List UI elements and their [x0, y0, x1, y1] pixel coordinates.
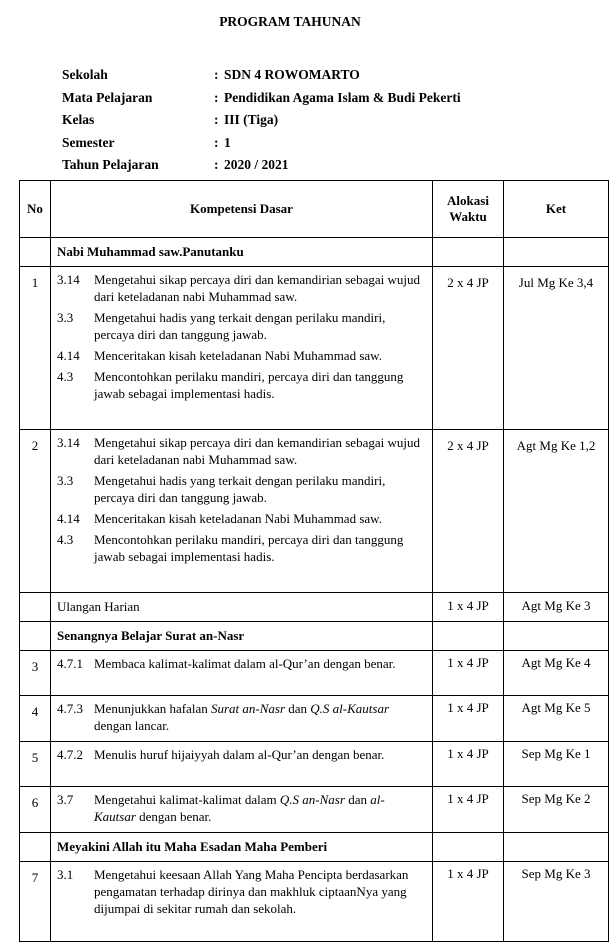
table-row: [20, 430, 609, 593]
competency-item: [57, 472, 426, 506]
competency-item: [57, 347, 426, 364]
ket-value: Sep Mg Ke 3: [504, 862, 609, 942]
competency-item: [57, 655, 426, 672]
kd-text: Mengetahui sikap percaya diri dan kemandirian sebagai wujud dari keteladanan nabi Muhammad saw.: [94, 435, 420, 467]
kd-text: Mengetahui hadis yang terkait dengan perilaku mandiri, percaya diri dan tanggung jawab.: [94, 473, 386, 505]
alokasi-value: 2 x 4 JP: [433, 430, 504, 593]
competency-item: [57, 309, 426, 343]
meta-value: Pendidikan Agama Islam & Budi Pekerti: [224, 89, 461, 105]
competency-item: [57, 510, 426, 527]
ulangan-row: [20, 593, 609, 622]
section-row: [20, 238, 609, 267]
identity-block: [62, 66, 461, 179]
ket-value: Agt Mg Ke 3: [504, 593, 609, 622]
row-no: 5: [20, 742, 51, 787]
kd-code: 3.14: [57, 272, 80, 287]
surah-name: Q.S al-Kautsar: [310, 701, 390, 716]
program-table: [19, 180, 609, 942]
competency-cell: [51, 862, 433, 942]
meta-row-mapel: Mata Pelajaran : Pendidikan Agama Islam & Budi Pekerti: [62, 89, 461, 105]
meta-value: SDN 4 ROWOMARTO: [224, 67, 360, 82]
competency-item: [57, 368, 426, 402]
ket-value: Sep Mg Ke 1: [504, 742, 609, 787]
competency-item: [57, 746, 426, 763]
ket-value: Jul Mg Ke 3,4: [504, 267, 609, 430]
section-title: Meyakini Allah itu Maha Esadan Maha Pemberi: [51, 833, 433, 862]
meta-value: III (Tiga): [224, 112, 279, 127]
section-title: Senangnya Belajar Surat an-Nasr: [51, 622, 433, 651]
kd-code: 3.3: [57, 310, 74, 325]
kd-text: Mencontohkan perilaku mandiri, percaya diri dan tanggung jawab sebagai implementasi hadis.: [94, 532, 404, 564]
section-title: Nabi Muhammad saw.Panutanku: [51, 238, 433, 267]
section-row: [20, 622, 609, 651]
alokasi-value: 1 x 4 JP: [433, 696, 504, 742]
kd-text: Mencontohkan perilaku mandiri, percaya diri dan tanggung jawab sebagai implementasi hadis.: [94, 369, 404, 401]
alokasi-value: 1 x 4 JP: [433, 651, 504, 696]
section-row: [20, 833, 609, 862]
meta-value: 1: [224, 134, 231, 150]
row-no: 1: [20, 267, 51, 430]
competency-cell: [51, 696, 433, 742]
competency-cell: [51, 742, 433, 787]
meta-row-semester: Semester : 1: [62, 134, 231, 150]
row-no: 4: [20, 696, 51, 742]
competency-cell: [51, 430, 433, 593]
meta-label: Sekolah: [62, 67, 108, 82]
kd-text: Membaca kalimat-kalimat dalam al-Qur’an dengan benar.: [94, 656, 396, 671]
meta-label: Semester: [62, 134, 115, 150]
kd-code: 4.3: [57, 369, 74, 384]
kd-text: Mengetahui hadis yang terkait dengan perilaku mandiri, percaya diri dan tanggung jawab.: [94, 310, 386, 342]
competency-item: [57, 531, 426, 565]
table-row: [20, 267, 609, 430]
kd-code: 4.7.1: [57, 656, 83, 671]
meta-row-kelas: Kelas : III (Tiga): [62, 112, 279, 127]
kd-text: Mengetahui kalimat-kalimat dalam Q.S an-Nasr dan al-Kautsar dengan benar.: [94, 792, 385, 824]
meta-label: Kelas: [62, 112, 95, 127]
table-header-row: [20, 181, 609, 238]
surah-name: Q.S an-Nasr: [279, 792, 345, 807]
competency-item: [57, 866, 426, 917]
header-alokasi: Alokasi Waktu: [433, 181, 504, 238]
table-row: [20, 742, 609, 787]
alokasi-value: 1 x 4 JP: [433, 742, 504, 787]
meta-row-sekolah: Sekolah : SDN 4 ROWOMARTO: [62, 67, 360, 82]
kd-text: Menceritakan kisah keteladanan Nabi Muhammad saw.: [94, 348, 382, 363]
header-kd: Kompetensi Dasar: [51, 181, 433, 238]
header-no: No: [20, 181, 51, 238]
ket-value: Agt Mg Ke 4: [504, 651, 609, 696]
document-title: PROGRAM TAHUNAN: [219, 14, 361, 29]
kd-code: 3.14: [57, 435, 80, 450]
kd-code: 4.7.3: [57, 701, 83, 716]
kd-code: 3.1: [57, 867, 74, 882]
kd-text: Mengetahui keesaan Allah Yang Maha Pencipta berdasarkan pengamatan terhadap dirinya dan makhluk ciptaanNya yang dijumpai di sekitar rumah dan sekolah.: [94, 867, 409, 916]
meta-label: Tahun Pelajaran: [62, 157, 159, 172]
header-ket: Ket: [504, 181, 609, 238]
kd-text: Menunjukkan hafalan Surat an-Nasr dan Q.S al-Kautsar dengan lancar.: [94, 701, 390, 733]
meta-value: 2020 / 2021: [224, 157, 289, 172]
meta-label: Mata Pelajaran: [62, 89, 153, 105]
surah-name: al-Kautsar: [94, 792, 385, 824]
table-row: [20, 651, 609, 696]
kd-code: 4.14: [57, 348, 80, 363]
kd-text: Menceritakan kisah keteladanan Nabi Muhammad saw.: [94, 511, 382, 526]
alokasi-value: 1 x 4 JP: [433, 862, 504, 942]
meta-row-tahun: Tahun Pelajaran : 2020 / 2021: [62, 157, 289, 172]
kd-code: 4.14: [57, 511, 80, 526]
competency-item: [57, 791, 426, 825]
competency-item: [57, 700, 426, 734]
kd-code: 4.7.2: [57, 747, 83, 762]
alokasi-value: 1 x 4 JP: [433, 593, 504, 622]
alokasi-value: 2 x 4 JP: [433, 267, 504, 430]
kd-code: 4.3: [57, 532, 74, 547]
row-no: 7: [20, 862, 51, 942]
ulangan-label: Ulangan Harian: [51, 593, 433, 622]
table-row: [20, 787, 609, 833]
ket-value: Sep Mg Ke 2: [504, 787, 609, 833]
alokasi-value: 1 x 4 JP: [433, 787, 504, 833]
row-no: 6: [20, 787, 51, 833]
surah-name: Surat an-Nasr: [210, 701, 286, 716]
kd-text: Mengetahui sikap percaya diri dan kemandirian sebagai wujud dari keteladanan nabi Muhammad saw.: [94, 272, 420, 304]
competency-item: [57, 434, 426, 468]
competency-item: [57, 271, 426, 305]
kd-text: Menulis huruf hijaiyyah dalam al-Qur’an dengan benar.: [94, 747, 385, 762]
competency-cell: [51, 787, 433, 833]
table-row: [20, 862, 609, 942]
row-no: 3: [20, 651, 51, 696]
kd-code: 3.7: [57, 792, 74, 807]
row-no: 2: [20, 430, 51, 593]
competency-cell: [51, 651, 433, 696]
ket-value: Agt Mg Ke 5: [504, 696, 609, 742]
ket-value: Agt Mg Ke 1,2: [504, 430, 609, 593]
kd-code: 3.3: [57, 473, 74, 488]
competency-cell: [51, 267, 433, 430]
table-row: [20, 696, 609, 742]
